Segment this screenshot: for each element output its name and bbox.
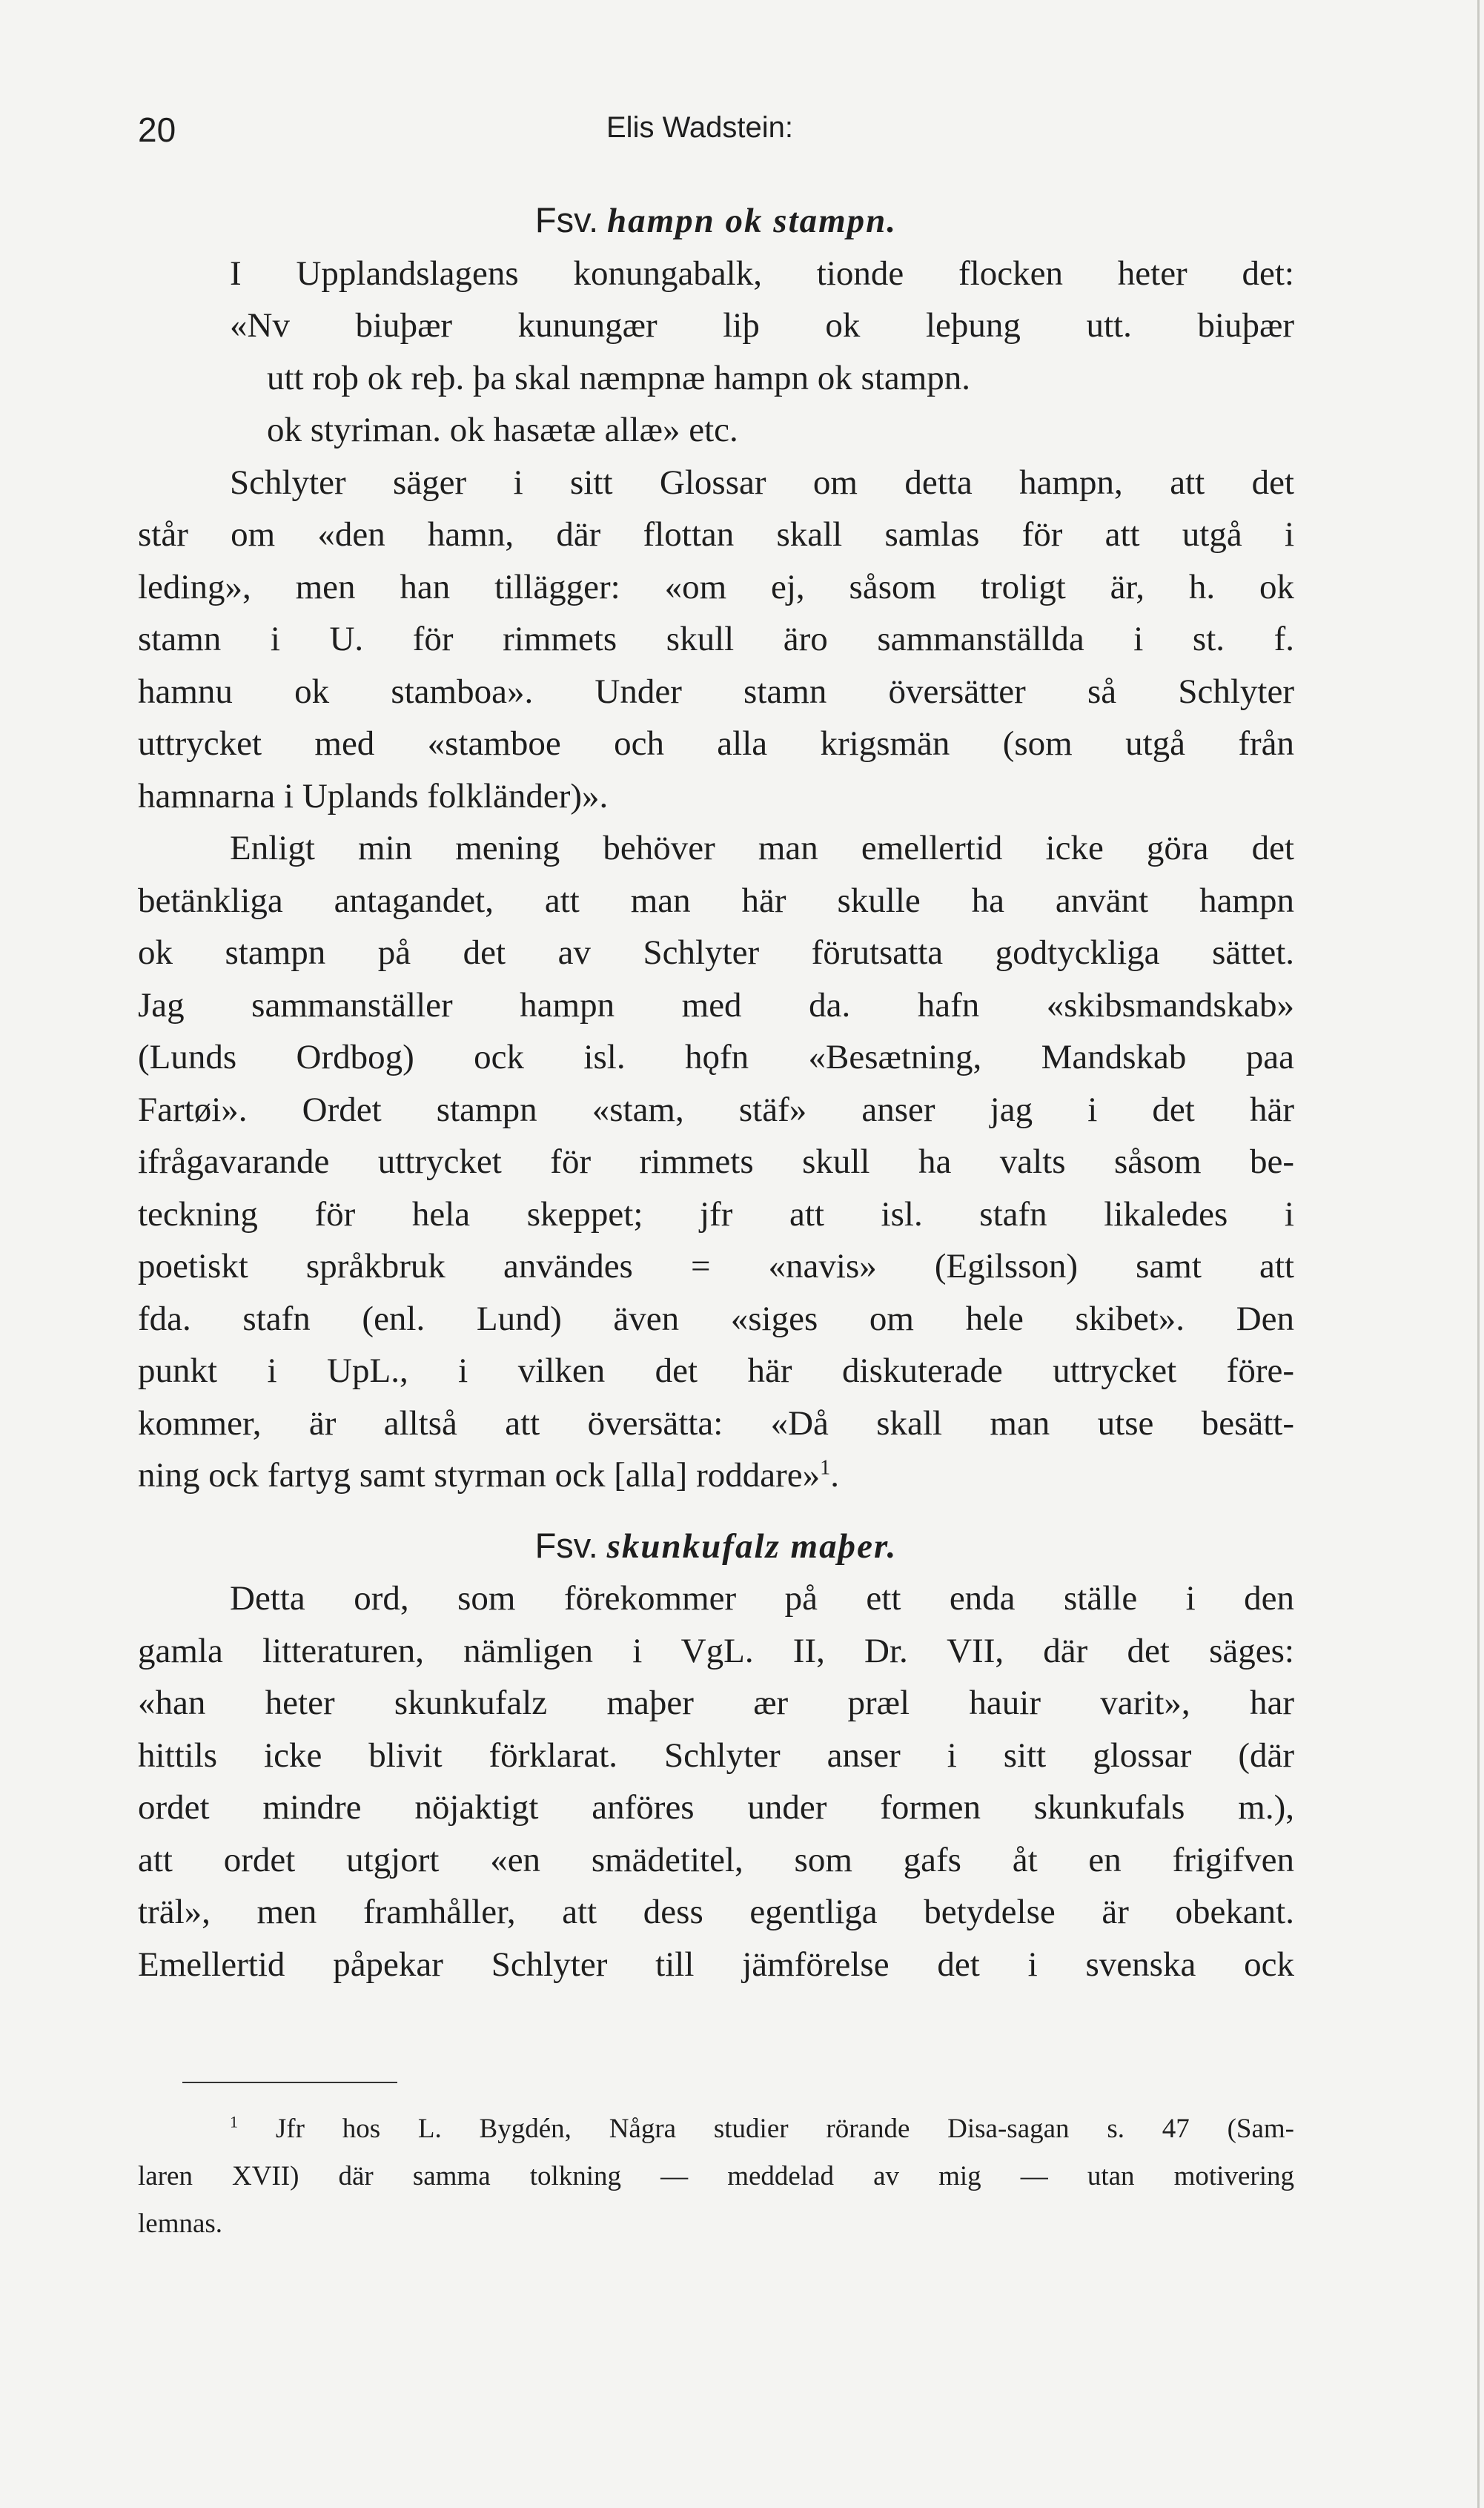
text-line: ok styriman. ok hasætæ allæ» etc. <box>267 411 738 449</box>
footnote-line <box>138 2105 1294 2153</box>
text-line: (Lunds Ordbog) ock isl. hǫfn «Besætning, Mandskab paa <box>138 1038 1294 1076</box>
footnote-line: laren XVII) där samma tolkning — meddelad av mig — utan motivering <box>138 2161 1294 2191</box>
footnote-line: lemnas. <box>138 2208 223 2239</box>
text-line: utt roþ ok reþ. þa skal næmpnæ hampn ok stampn. <box>267 358 971 397</box>
text-line: gamla litteraturen, nämligen i VgL. II, Dr. VII, där det säges: <box>138 1631 1294 1670</box>
text-line: hamnarna i Uplands folkländer)». <box>138 776 609 815</box>
page-header <box>138 110 1294 154</box>
text-line: träl», men framhåller, att dess egentliga betydelse är obekant. <box>138 1893 1294 1931</box>
footnote-marker: 1 <box>230 2112 239 2131</box>
text-line: «Nv biuþær kunungær liþ ok leþung utt. biuþær <box>230 306 1294 345</box>
text-line: Jag sammanställer hampn med da. hafn «skibsmandskab» <box>138 985 1294 1025</box>
section-heading-skunkufalz <box>138 1520 1294 1573</box>
footnote-text: Jfr hos L. Bygdén, Några studier rörande Disa-sagan s. 47 (Sam- <box>275 2114 1294 2144</box>
text-line: står om «den hamn, där flottan skall samlas för att utgå i <box>138 515 1294 554</box>
text-line: Schlyter säger i sitt Glossar om detta hampn, att det <box>230 463 1294 502</box>
text-line: Fartøi». Ordet stampn «stam, stäf» anser jag i det här <box>138 1090 1294 1129</box>
footnote <box>138 2105 1294 2248</box>
main-text <box>138 194 1294 1991</box>
footnote-ref[interactable]: 1 <box>820 1456 831 1480</box>
text-line: stamn i U. för rimmets skull äro sammanställda i st. f. <box>138 620 1294 658</box>
section-heading-hampn <box>138 194 1294 248</box>
text-line: I Upplandslagens konungabalk, tionde flocken heter det: <box>230 254 1294 293</box>
footnote-divider <box>182 2082 397 2083</box>
heading-title: skunkufalz maþer. <box>606 1526 898 1566</box>
text-line: poetiskt språkbruk användes = «navis» (Egilsson) samt att <box>138 1247 1294 1286</box>
heading-title: hampn ok stampn. <box>606 202 898 240</box>
text-line: Enligt min mening behöver man emellertid icke göra det <box>230 829 1294 867</box>
running-title: Elis Wadstein: <box>606 111 793 144</box>
text-line: hamnu ok stamboa». Under stamn översätter så Schlyter <box>138 672 1294 711</box>
text-line: kommer, är alltså att översätta: «Då skall man utse besätt- <box>138 1403 1294 1443</box>
heading-lead: Fsv. <box>534 200 599 239</box>
text-line: Detta ord, som förekommer på ett enda ställe i den <box>230 1579 1294 1618</box>
text-line: ifrågavarande uttrycket för rimmets skull ha valts såsom be- <box>138 1142 1294 1181</box>
text-line: att ordet utgjort «en smädetitel, som gafs åt en frigifven <box>138 1840 1294 1879</box>
text-line: uttrycket med «stamboe och alla krigsmän (som utgå från <box>138 724 1294 763</box>
text-line: Emellertid påpekar Schlyter till jämförelse det i svenska ock <box>138 1945 1294 1984</box>
text-line: punkt i UpL., i vilken det här diskuterade uttrycket före- <box>138 1351 1294 1390</box>
text-line: teckning för hela skeppet; jfr att isl. stafn likaledes i <box>138 1194 1294 1234</box>
heading-lead: Fsv. <box>534 1525 598 1565</box>
text-line: ordet mindre nöjaktigt anföres under formen skunkufals m.), <box>138 1788 1294 1827</box>
text-line: ning ock fartyg samt styrman ock [alla] roddare» <box>138 1456 821 1495</box>
text-line-with-footnote-ref: ning ock fartyg samt styrman ock [alla] roddare»$^1$. <box>138 1456 839 1495</box>
text-line: «han heter skunkufalz maþer ær præl hauir varit», har <box>138 1684 1294 1722</box>
text-line: ok stampn på det av Schlyter förutsatta godtyckliga sättet. <box>138 933 1294 972</box>
page-number: 20 <box>138 110 176 149</box>
text-line: fda. stafn (enl. Lund) även «siges om hele skibet». Den <box>138 1299 1294 1338</box>
page-edge <box>1477 0 1480 2508</box>
text-line: betänkliga antagandet, att man här skulle ha använt hampn <box>138 881 1294 920</box>
text-line: hittils icke blivit förklarat. Schlyter anser i sitt glossar (där <box>138 1736 1294 1775</box>
text-line: leding», men han tillägger: «om ej, såsom troligt är, h. ok <box>138 567 1294 606</box>
